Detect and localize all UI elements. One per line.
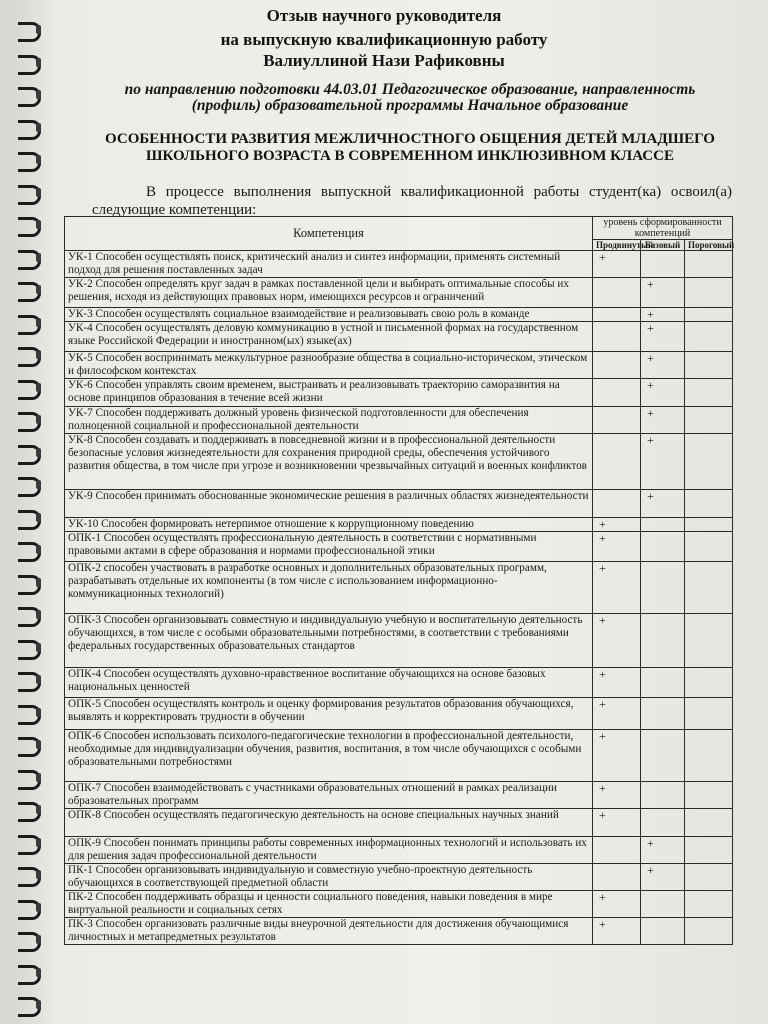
competence-description: ОПК-4 Способен осуществлять духовно-нравственное воспитание обучающихся на основе базовых национальных ценностей <box>65 668 593 698</box>
binding-hole <box>36 90 41 99</box>
table-row <box>65 490 733 518</box>
level-cell-threshold <box>685 490 733 518</box>
binding-hole <box>36 935 41 944</box>
document-subtitle: на выпускную квалификационную работу <box>220 30 548 49</box>
level-cell-basic: + <box>641 278 685 308</box>
level-cell-threshold <box>685 809 733 837</box>
table-row <box>65 891 733 918</box>
competence-description: УК-9 Способен принимать обоснованные экономические решения в различных областях жизнедеятельности <box>65 490 593 518</box>
level-cell-basic: + <box>641 837 685 864</box>
competence-description: ОПК-5 Способен осуществлять контроль и оценку формирования результатов образования обучающихся, выявлять и корректировать трудности в обучении <box>65 698 593 730</box>
competence-description: ОПК-6 Способен использовать психолого-педагогические технологии в профессиональной деятельности, необходимые для индивидуализации обучения, развития, воспитания, в том числе обучающихся с особыми образовательными потребностями <box>65 730 593 782</box>
level-cell-basic <box>641 251 685 278</box>
binding-hole <box>36 610 41 619</box>
level-cell-basic <box>641 614 685 668</box>
level-cell-advanced <box>593 490 641 518</box>
level-cell-basic <box>641 891 685 918</box>
table-row <box>65 837 733 864</box>
table-row <box>65 614 733 668</box>
competence-table-body <box>65 251 733 945</box>
level-cell-advanced <box>593 352 641 379</box>
level-cell-threshold <box>685 434 733 490</box>
document-title: Отзыв научного руководителя <box>266 6 502 25</box>
table-row <box>65 864 733 891</box>
binding-hole <box>36 805 41 814</box>
competence-description: УК-1 Способен осуществлять поиск, критический анализ и синтез информации, применять системный подход для решения поставленных задач <box>65 251 593 278</box>
level-cell-advanced: + <box>593 668 641 698</box>
binding-hole <box>36 220 41 229</box>
level-cell-advanced <box>593 278 641 308</box>
binding-hole <box>36 383 41 392</box>
competence-description: УК-6 Способен управлять своим временем, выстраивать и реализовывать траекторию саморазвития на основе принципов образования в течение всей жизни <box>65 379 593 407</box>
level-cell-advanced: + <box>593 730 641 782</box>
binding-hole <box>36 318 41 327</box>
binding-hole <box>36 350 41 359</box>
spiral-binding <box>14 0 48 1024</box>
level-cell-basic: + <box>641 407 685 434</box>
binding-hole <box>36 513 41 522</box>
table-row <box>65 562 733 614</box>
binding-hole <box>36 480 41 489</box>
binding-hole <box>36 253 41 262</box>
level-cell-advanced: + <box>593 251 641 278</box>
level-cell-advanced: + <box>593 809 641 837</box>
level-cell-advanced <box>593 434 641 490</box>
level-cell-advanced <box>593 837 641 864</box>
table-row <box>65 278 733 308</box>
level-cell-basic: + <box>641 322 685 352</box>
competence-description: УК-5 Способен воспринимать межкультурное разнообразие общества в социально-историческом, этическом и философском контекстах <box>65 352 593 379</box>
table-row <box>65 322 733 352</box>
table-row <box>65 782 733 809</box>
table-row <box>65 379 733 407</box>
binding-hole <box>36 415 41 424</box>
level-cell-threshold <box>685 322 733 352</box>
level-cell-threshold <box>685 352 733 379</box>
table-row <box>65 668 733 698</box>
competence-description: ОПК-7 Способен взаимодействовать с участниками образовательных отношений в рамках реализации образовательных программ <box>65 782 593 809</box>
column-basic: Базовый <box>641 240 685 251</box>
table-row <box>65 698 733 730</box>
competence-description: УК-8 Способен создавать и поддерживать в повседневной жизни и в профессиональной деятельности безопасные условия жизнедеятельности для сохранения природной среды, обеспечения устойчивого развития общества, в том числе при угрозе и возникновении чрезвычайных ситуаций и военных конфликтов <box>65 434 593 490</box>
level-cell-threshold <box>685 614 733 668</box>
level-cell-advanced <box>593 322 641 352</box>
competence-description: ОПК-2 способен участвовать в разработке основных и дополнительных образовательных программ, разрабатывать отдельные их компоненты (в том числе с использованием информационно-коммуникационных технологий) <box>65 562 593 614</box>
competence-description: ОПК-1 Способен осуществлять профессиональную деятельность в соответствии с нормативными правовыми актами в сфере образования и нормами профессиональной этики <box>65 532 593 562</box>
level-cell-advanced <box>593 379 641 407</box>
level-cell-threshold <box>685 891 733 918</box>
binding-hole <box>36 123 41 132</box>
competence-description: ПК-1 Способен организовывать индивидуальную и совместную учебно-проектную деятельность обучающихся в соответствующей предметной области <box>65 864 593 891</box>
level-cell-threshold <box>685 837 733 864</box>
level-cell-advanced: + <box>593 782 641 809</box>
student-name: Валиуллиной Нази Рафиковны <box>263 51 505 70</box>
level-cell-advanced <box>593 864 641 891</box>
level-cell-threshold <box>685 562 733 614</box>
binding-hole <box>36 675 41 684</box>
binding-hole <box>36 188 41 197</box>
level-cell-basic <box>641 532 685 562</box>
table-row <box>65 532 733 562</box>
competence-description: ПК-3 Способен организовать различные виды внеурочной деятельности для достижения обучающимися личностных и метапредметных результатов <box>65 918 593 945</box>
level-cell-basic <box>641 668 685 698</box>
study-direction: по направлению подготовки 44.03.01 Педагогическое образование, направленность (профиль) образовательной программы Начальное образование <box>124 81 696 114</box>
binding-hole <box>36 1000 41 1009</box>
competence-description: ОПК-3 Способен организовывать совместную и индивидуальную учебную и воспитательную деятельность обучающихся, в том числе с особыми образовательными потребностями, в соответствии с требованиями федеральных государственных образовательных стандартов <box>65 614 593 668</box>
level-cell-threshold <box>685 532 733 562</box>
column-threshold: Пороговый <box>685 240 733 251</box>
level-cell-threshold <box>685 407 733 434</box>
table-row <box>65 308 733 322</box>
binding-hole <box>36 740 41 749</box>
binding-hole <box>36 643 41 652</box>
level-cell-threshold <box>685 518 733 532</box>
table-row <box>65 518 733 532</box>
thesis-topic: ОСОБЕННОСТИ РАЗВИТИЯ МЕЖЛИЧНОСТНОГО ОБЩЕНИЯ ДЕТЕЙ МЛАДШЕГО ШКОЛЬНОГО ВОЗРАСТА В СОВРЕМЕННОМ ИНКЛЮЗИВНОМ КЛАССЕ <box>105 131 715 164</box>
level-cell-advanced: + <box>593 532 641 562</box>
table-row <box>65 434 733 490</box>
level-cell-basic: + <box>641 308 685 322</box>
table-header-row <box>65 217 733 240</box>
level-cell-threshold <box>685 251 733 278</box>
level-cell-threshold <box>685 278 733 308</box>
level-cell-basic <box>641 518 685 532</box>
level-cell-advanced: + <box>593 891 641 918</box>
binding-hole <box>36 578 41 587</box>
competence-table <box>64 216 733 945</box>
level-cell-basic <box>641 730 685 782</box>
column-advanced: Продвинутый <box>593 240 641 251</box>
binding-hole <box>36 448 41 457</box>
competence-description: УК-4 Способен осуществлять деловую коммуникацию в устной и письменной формах на государственном языке Российской Федерации и иностранном(ых) языке(ах) <box>65 322 593 352</box>
level-cell-basic: + <box>641 864 685 891</box>
competence-column-header: Компетенция <box>65 217 593 251</box>
level-cell-basic: + <box>641 352 685 379</box>
competence-description: ПК-2 Способен поддерживать образцы и ценности социального поведения, навыки поведения в мире виртуальной реальности и социальных сетях <box>65 891 593 918</box>
level-cell-basic: + <box>641 490 685 518</box>
competence-description: УК-7 Способен поддерживать должный уровень физической подготовленности для обеспечения полноценной социальной и профессиональной деятельности <box>65 407 593 434</box>
level-cell-advanced: + <box>593 518 641 532</box>
level-cell-advanced <box>593 407 641 434</box>
level-cell-threshold <box>685 379 733 407</box>
binding-hole <box>36 870 41 879</box>
binding-hole <box>36 708 41 717</box>
binding-hole <box>36 545 41 554</box>
level-column-header: уровень сформированности компетенций <box>593 217 733 240</box>
level-cell-threshold <box>685 864 733 891</box>
competence-description: УК-3 Способен осуществлять социальное взаимодействие и реализовывать свою роль в команде <box>65 308 593 322</box>
level-cell-threshold <box>685 698 733 730</box>
level-cell-basic <box>641 562 685 614</box>
table-row <box>65 251 733 278</box>
binding-hole <box>36 968 41 977</box>
level-cell-advanced: + <box>593 918 641 945</box>
level-cell-basic: + <box>641 434 685 490</box>
level-cell-basic <box>641 809 685 837</box>
level-cell-basic: + <box>641 379 685 407</box>
level-cell-advanced: + <box>593 614 641 668</box>
level-cell-advanced: + <box>593 698 641 730</box>
binding-hole <box>36 155 41 164</box>
table-row <box>65 809 733 837</box>
table-row <box>65 407 733 434</box>
binding-hole <box>36 903 41 912</box>
binding-hole <box>36 838 41 847</box>
level-cell-threshold <box>685 918 733 945</box>
table-row <box>65 730 733 782</box>
level-cell-basic <box>641 782 685 809</box>
level-cell-basic <box>641 698 685 730</box>
level-cell-threshold <box>685 668 733 698</box>
competence-description: ОПК-9 Способен понимать принципы работы современных информационных технологий и использовать их для решения задач профессиональной деятельности <box>65 837 593 864</box>
intro-paragraph: В процессе выполнения выпускной квалификационной работы студент(ка) освоил(а) следующие компетенции: <box>92 184 732 218</box>
binding-hole <box>36 285 41 294</box>
level-cell-advanced: + <box>593 562 641 614</box>
binding-hole <box>36 773 41 782</box>
table-row <box>65 918 733 945</box>
level-cell-advanced <box>593 308 641 322</box>
competence-description: УК-10 Способен формировать нетерпимое отношение к коррупционному поведению <box>65 518 593 532</box>
level-cell-threshold <box>685 308 733 322</box>
table-row <box>65 352 733 379</box>
level-cell-threshold <box>685 730 733 782</box>
competence-description: ОПК-8 Способен осуществлять педагогическую деятельность на основе специальных научных знаний <box>65 809 593 837</box>
competence-description: УК-2 Способен определять круг задач в рамках поставленной цели и выбирать оптимальные способы их решения, исходя из действующих правовых норм, имеющихся ресурсов и ограничений <box>65 278 593 308</box>
level-cell-basic <box>641 918 685 945</box>
level-cell-threshold <box>685 782 733 809</box>
